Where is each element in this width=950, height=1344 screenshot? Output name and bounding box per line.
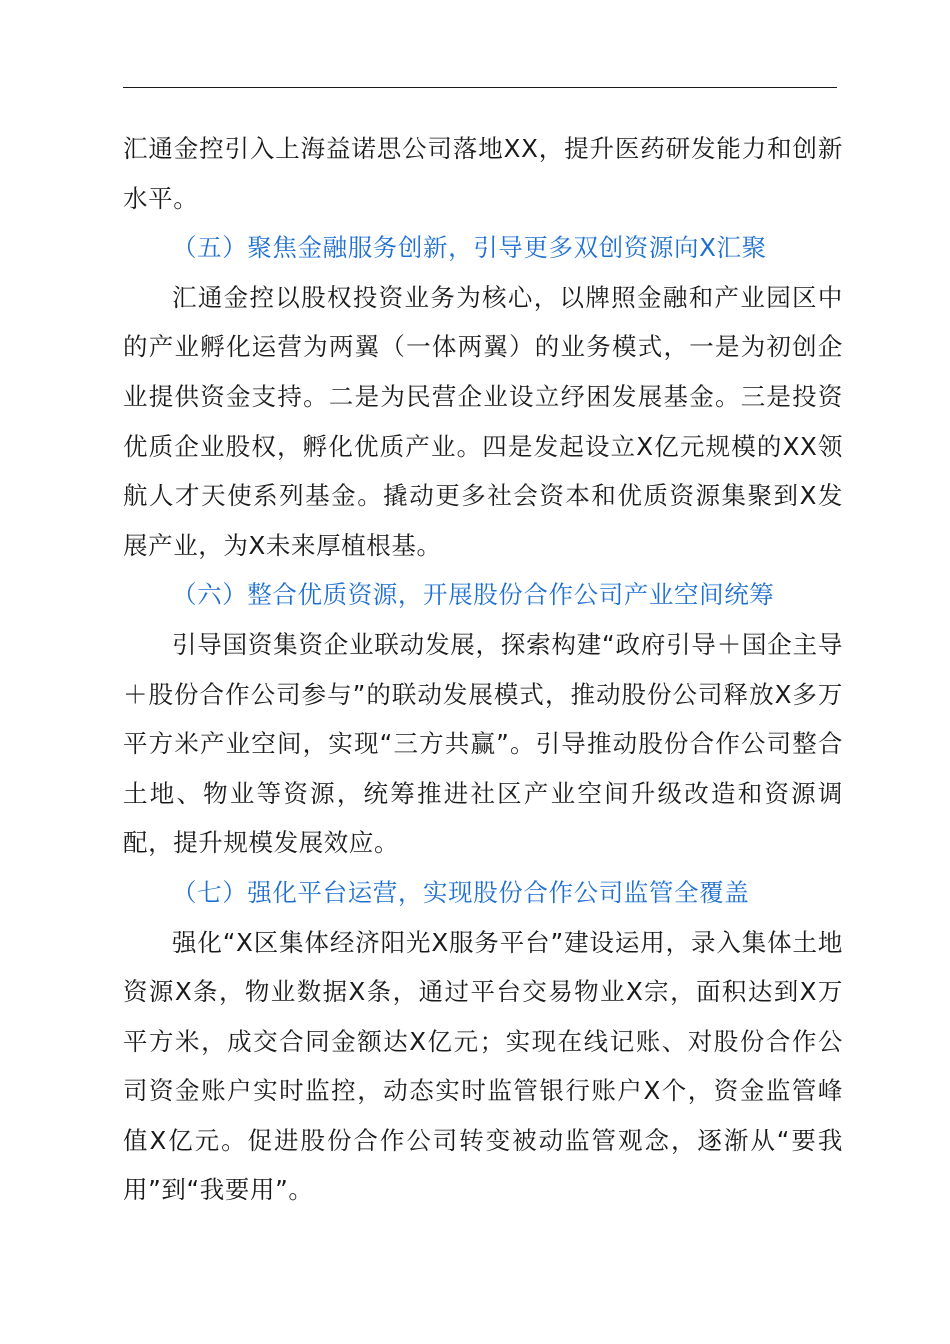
section-heading-5: （五）聚焦金融服务创新，引导更多双创资源向X汇聚: [172, 233, 767, 263]
body-paragraph-continued: 汇通金控引入上海益诺思公司落地XX，提升医药研发能力和创新水平。: [123, 134, 843, 213]
section-heading-6: （六）整合优质资源，开展股份合作公司产业空间统筹: [172, 580, 775, 610]
body-paragraph-7: 强化“X区集体经济阳光X服务平台”建设运用，录入集体土地资源X条，物业数据X条，通过平台交易物业X宗，面积达到X万平方米，成交合同金额达X亿元；实现在线记账、对股份合作公司资金账户实时监控，动态实时监管银行账户X个，资金监管峰值X亿元。促进股份合作公司转变被动监管观念，逐渐从“要我用”到“我要用”。: [123, 927, 843, 1205]
header-rule: [123, 87, 837, 88]
section-heading-7: （七）强化平台运营，实现股份合作公司监管全覆盖: [172, 877, 750, 907]
body-paragraph-6: 引导国资集资企业联动发展，探索构建“政府引导＋国企主导＋股份合作公司参与”的联动发展模式，推动股份公司释放X多万平方米产业空间，实现“三方共赢”。引导推动股份合作公司整合土地、物业等资源，统筹推进社区产业空间升级改造和资源调配，提升规模发展效应。: [123, 629, 843, 858]
body-paragraph-5: 汇通金控以股权投资业务为核心，以牌照金融和产业园区中的产业孵化运营为两翼（一体两翼）的业务模式，一是为初创企业提供资金支持。二是为民营企业设立纾困发展基金。三是投资优质企业股权，孵化优质产业。四是发起设立X亿元规模的XX领航人才天使系列基金。撬动更多社会资本和优质资源集聚到X发展产业，为X未来厚植根基。: [123, 282, 843, 560]
document-body: [123, 124, 843, 1215]
